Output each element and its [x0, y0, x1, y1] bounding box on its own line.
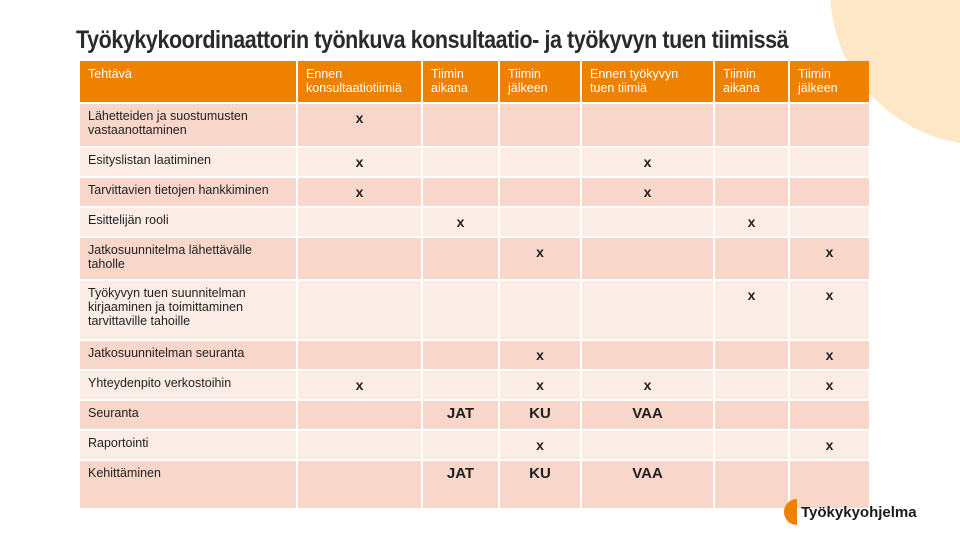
- logo-half-circle-icon: [784, 499, 797, 525]
- task-mark-cell: x: [790, 281, 869, 339]
- task-name-cell: Työkyvyn tuen suunnitelman kirjaaminen ja toimittaminen tarvittaville tahoille: [80, 281, 296, 339]
- task-mark-cell: x: [582, 371, 713, 399]
- column-header: Tiimin jälkeen: [500, 61, 580, 102]
- task-mark-cell: x: [582, 148, 713, 176]
- task-mark-cell: [715, 178, 788, 206]
- task-mark-cell: x: [715, 208, 788, 236]
- task-mark-cell: [582, 431, 713, 459]
- task-name-cell: Lähetteiden ja suostumusten vastaanottaminen: [80, 104, 296, 146]
- column-header: Ennen työkyvyn tuen tiimiä: [582, 61, 713, 102]
- task-mark-cell: [423, 104, 498, 146]
- task-mark-cell: [715, 341, 788, 369]
- task-mark-cell: [790, 148, 869, 176]
- task-mark-cell: [582, 208, 713, 236]
- task-mark-cell: x: [500, 341, 580, 369]
- task-mark-cell: KU: [500, 461, 580, 508]
- task-name-cell: Tarvittavien tietojen hankkiminen: [80, 178, 296, 206]
- task-mark-cell: [790, 104, 869, 146]
- task-mark-cell: x: [582, 178, 713, 206]
- task-mark-cell: x: [298, 148, 421, 176]
- task-mark-cell: [582, 238, 713, 279]
- task-mark-cell: [582, 341, 713, 369]
- task-mark-cell: [423, 148, 498, 176]
- column-header: Tiimin jälkeen: [790, 61, 869, 102]
- task-mark-cell: JAT: [423, 461, 498, 508]
- task-mark-cell: [298, 461, 421, 508]
- task-mark-cell: [715, 401, 788, 429]
- task-mark-cell: [715, 431, 788, 459]
- task-mark-cell: x: [500, 431, 580, 459]
- task-mark-cell: KU: [500, 401, 580, 429]
- task-name-cell: Raportointi: [80, 431, 296, 459]
- task-mark-cell: x: [298, 371, 421, 399]
- task-mark-cell: x: [500, 238, 580, 279]
- task-mark-cell: [715, 104, 788, 146]
- task-mark-cell: x: [715, 281, 788, 339]
- task-table: [80, 61, 869, 508]
- task-mark-cell: [298, 208, 421, 236]
- task-mark-cell: [582, 104, 713, 146]
- task-name-cell: Yhteydenpito verkostoihin: [80, 371, 296, 399]
- task-mark-cell: [298, 281, 421, 339]
- task-mark-cell: [500, 104, 580, 146]
- column-header: Ennen konsultaatiotiimiä: [298, 61, 421, 102]
- task-mark-cell: [500, 148, 580, 176]
- column-header: Tiimin aikana: [423, 61, 498, 102]
- task-mark-cell: [715, 461, 788, 508]
- logo-text: Työkykyohjelma: [801, 503, 917, 521]
- task-mark-cell: [298, 238, 421, 279]
- task-name-cell: Esittelijän rooli: [80, 208, 296, 236]
- task-mark-cell: VAA: [582, 461, 713, 508]
- task-mark-cell: [423, 178, 498, 206]
- task-mark-cell: [500, 208, 580, 236]
- task-mark-cell: [582, 281, 713, 339]
- task-name-cell: Kehittäminen: [80, 461, 296, 508]
- task-mark-cell: VAA: [582, 401, 713, 429]
- task-mark-cell: [500, 281, 580, 339]
- task-mark-cell: [790, 208, 869, 236]
- task-mark-cell: [298, 401, 421, 429]
- task-mark-cell: x: [423, 208, 498, 236]
- task-mark-cell: [715, 148, 788, 176]
- task-name-cell: Jatkosuunnitelma lähettävälle taholle: [80, 238, 296, 279]
- tyokykyohjelma-logo: [784, 499, 917, 525]
- slide-title: Työkykykoordinaattorin työnkuva konsultaatio- ja työkyvyn tuen tiimissä: [76, 26, 789, 54]
- task-mark-cell: [715, 238, 788, 279]
- task-mark-cell: [790, 178, 869, 206]
- task-mark-cell: x: [790, 238, 869, 279]
- column-header-task: Tehtävä: [80, 61, 296, 102]
- task-mark-cell: x: [500, 371, 580, 399]
- task-mark-cell: [423, 341, 498, 369]
- task-name-cell: Jatkosuunnitelman seuranta: [80, 341, 296, 369]
- column-header: Tiimin aikana: [715, 61, 788, 102]
- task-mark-cell: x: [790, 371, 869, 399]
- task-mark-cell: [423, 431, 498, 459]
- task-mark-cell: x: [790, 341, 869, 369]
- task-mark-cell: [298, 431, 421, 459]
- task-mark-cell: [423, 238, 498, 279]
- task-name-cell: Esityslistan laatiminen: [80, 148, 296, 176]
- task-mark-cell: x: [298, 178, 421, 206]
- task-mark-cell: [715, 371, 788, 399]
- task-mark-cell: [298, 341, 421, 369]
- task-name-cell: Seuranta: [80, 401, 296, 429]
- task-mark-cell: JAT: [423, 401, 498, 429]
- task-mark-cell: [423, 281, 498, 339]
- task-mark-cell: x: [298, 104, 421, 146]
- task-mark-cell: [500, 178, 580, 206]
- task-mark-cell: [790, 401, 869, 429]
- task-mark-cell: x: [790, 431, 869, 459]
- task-mark-cell: [423, 371, 498, 399]
